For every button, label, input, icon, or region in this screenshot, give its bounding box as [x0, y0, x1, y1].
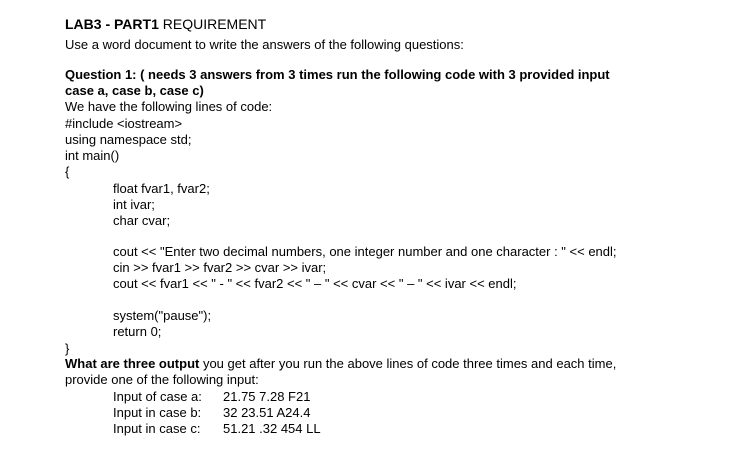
- title-prefix: LAB3 - PART1: [65, 16, 159, 32]
- question1-lead-in: We have the following lines of code:: [65, 99, 273, 114]
- case-c-row: [113, 421, 321, 437]
- question1-heading-line2: case a, case b, case c): [65, 83, 204, 98]
- case-a-label: Input of case a:: [113, 389, 202, 404]
- code-decl-float: float fvar1, fvar2;: [113, 181, 210, 196]
- code-namespace: using namespace std;: [65, 132, 192, 147]
- question-body-rest: you get after you run the above lines of code three times and each time,: [199, 356, 617, 371]
- case-b-row: [113, 405, 310, 421]
- title-suffix: REQUIREMENT: [158, 16, 267, 32]
- case-b-label: Input in case b:: [113, 405, 202, 420]
- question-body-line1: [65, 356, 616, 372]
- code-decl-int: int ivar;: [113, 197, 155, 212]
- question-body-line2: provide one of the following input:: [65, 372, 259, 387]
- page-title: [65, 16, 266, 32]
- code-open-brace: {: [65, 164, 70, 179]
- intro-text: Use a word document to write the answers of the following questions:: [65, 37, 464, 52]
- question-body-bold: What are three output: [65, 356, 200, 371]
- case-b-value: 32 23.51 A24.4: [223, 405, 311, 420]
- code-decl-char: char cvar;: [113, 213, 171, 228]
- code-include: #include <iostream>: [65, 116, 183, 131]
- case-c-label: Input in case c:: [113, 421, 201, 436]
- case-c-value: 51.21 .32 454 LL: [223, 421, 321, 436]
- code-return: return 0;: [113, 324, 162, 339]
- code-main-decl: int main(): [65, 148, 120, 163]
- code-cin-line: cin >> fvar1 >> fvar2 >> cvar >> ivar;: [113, 260, 327, 275]
- code-cout-prompt: cout << "Enter two decimal numbers, one integer number and one character : " << endl;: [113, 244, 617, 259]
- code-close-brace: }: [65, 341, 70, 356]
- code-system-pause: system("pause");: [113, 308, 212, 323]
- case-a-row: [113, 389, 310, 405]
- question1-heading-line1: Question 1: ( needs 3 answers from 3 times run the following code with 3 provided input: [65, 67, 610, 82]
- case-a-value: 21.75 7.28 F21: [223, 389, 311, 404]
- code-cout-output: cout << fvar1 << " - " << fvar2 << " – " << cvar << " – " << ivar << endl;: [113, 276, 517, 291]
